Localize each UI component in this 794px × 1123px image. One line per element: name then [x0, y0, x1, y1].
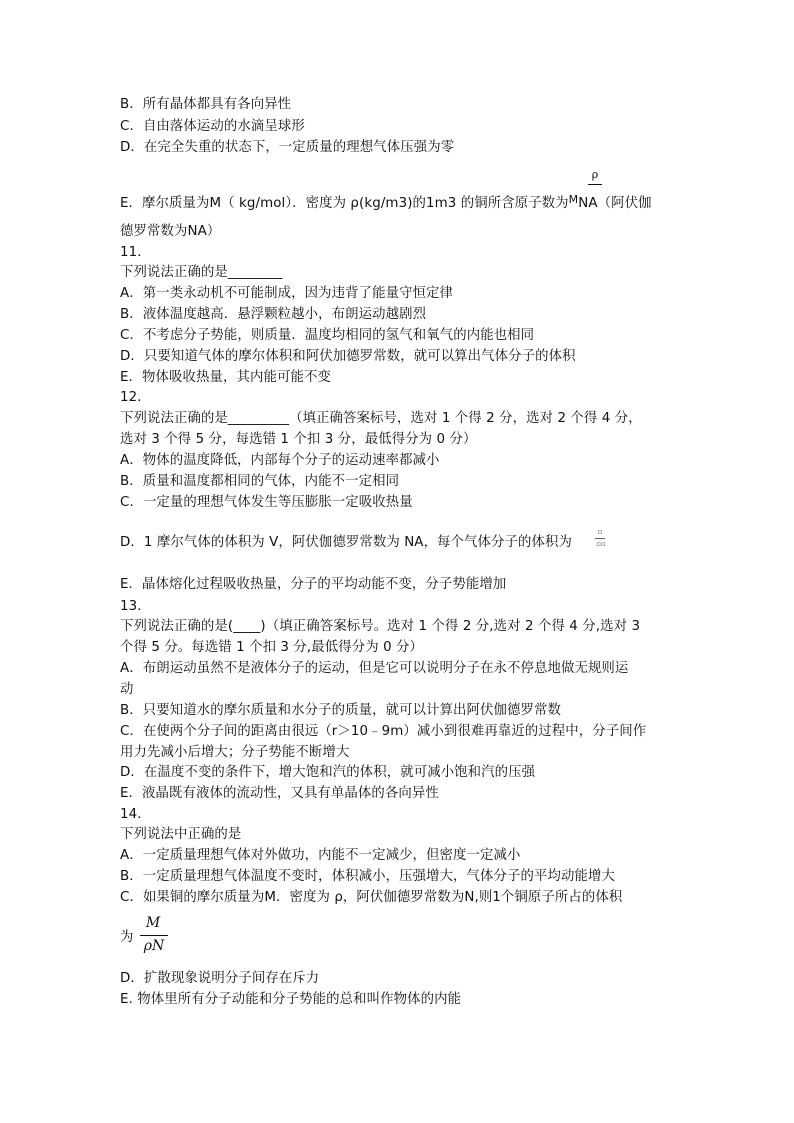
question-number-13: 13．: [120, 599, 151, 614]
fraction-denominator: ρN: [143, 938, 165, 954]
q12-option-a: A．物体的温度降低，内部每个分子的运动速率都减小: [120, 453, 440, 468]
q14-option-e: E. 物体里所有分子动能和分子势能的总和叫作物体的内能: [120, 992, 462, 1007]
question-number-14: 14．: [120, 807, 151, 822]
option-e-text: E．摩尔质量为M（ kg/mol）．密度为 ρ(kg/m3)的1m3 的铜所含原子数为: [120, 196, 569, 211]
q12-option-d: [120, 535, 572, 551]
question-12-stem: 下列说法正确的是_________（填正确答案标号，选对 1 个得 2 分，选对 2 个得 4 分，: [120, 411, 642, 426]
q13-option-d: D．在温度不变的条件下，增大饱和汽的体积，就可减小饱和汽的压强: [120, 765, 536, 780]
option-b-line: B．所有晶体都具有各向异性: [120, 97, 292, 112]
question-13-stem: 下列说法正确的是(____)（填正确答案标号。选对 1 个得 2 分,选对 2 个得 4 分,选对 3: [120, 619, 641, 634]
fraction-m-over-rho-n: [138, 915, 170, 957]
q12-option-c: C．一定量的理想气体发生等压膨胀一定吸收热量: [120, 495, 413, 510]
option-e-continued: 德罗常数为NA）: [120, 224, 221, 239]
q12-option-d-text: D．1 摩尔气体的体积为 V，阿伏伽德罗常数为 NA，每个气体分子的体积为: [120, 535, 572, 550]
q14-option-c-continued: 为: [120, 930, 134, 945]
q12-option-b: B．质量和温度都相同的气体，内能不一定相同: [120, 474, 400, 489]
fraction-denominator: ▫▫: [596, 540, 606, 548]
question-number-12: 12．: [120, 390, 151, 405]
fraction-bar: [588, 184, 602, 185]
fraction-rho-over-m: [586, 168, 604, 198]
option-e-line: [120, 193, 652, 212]
q13-option-b: B．只要知道水的摩尔质量和水分子的质量，就可以计算出阿伏伽德罗常数: [120, 703, 561, 718]
fraction-numerator: ▫: [597, 528, 603, 536]
question-13-stem-continued: 个得 5 分。每选错 1 个扣 3 分,最低得分为 0 分）: [120, 640, 424, 655]
question-14-stem: 下列说法中正确的是: [120, 827, 242, 842]
q11-option-b: B．液体温度越高．悬浮颗粒越小，布朗运动越剧烈: [120, 307, 427, 322]
q13-option-a: A．布朗运动虽然不是液体分子的运动，但是它可以说明分子在永不停息地做无规则运: [120, 661, 629, 676]
question-12-stem-continued: 选对 3 个得 5 分，每选错 1 个扣 3 分，最低得分为 0 分）: [120, 432, 477, 447]
q13-option-e: E．液晶既有液体的流动性，又具有单晶体的各向异性: [120, 786, 439, 801]
fraction-numerator: ρ: [591, 168, 599, 181]
q14-option-a: A．一定质量理想气体对外做功，内能不一定减少，但密度一定减小: [120, 848, 521, 863]
fraction-bar: [140, 935, 168, 936]
option-e-tail: NA（阿伏伽: [578, 196, 652, 211]
q13-option-c-continued: 用力先减小后增大；分子势能不断增大: [120, 745, 350, 760]
fraction-bar: [595, 538, 605, 539]
q14-option-c: C．如果铜的摩尔质量为M．密度为 ρ，阿伏伽德罗常数为N,则1个铜原子所占的体积: [120, 890, 623, 905]
fraction-denominator: M: [568, 193, 579, 206]
q11-option-c: C．不考虑分子势能，则质量．温度均相同的氢气和氧气的内能也相同: [120, 328, 535, 343]
q13-option-c: C．在使两个分子间的距离由很远（r＞10﹣9m）减小到很难再靠近的过程中，分子间作: [120, 724, 647, 739]
q11-option-d: D．只要知道气体的摩尔体积和阿伏加德罗常数，就可以算出气体分子的体积: [120, 349, 576, 364]
question-11-stem: 下列说法正确的是________: [120, 265, 283, 280]
q11-option-a: A．第一类永动机不可能制成，因为违背了能量守恒定律: [120, 286, 454, 301]
option-d-line: D．在完全失重的状态下，一定质量的理想气体压强为零: [120, 140, 455, 155]
q14-option-d: D．扩散现象说明分子间存在斥力: [120, 971, 320, 986]
q11-option-e: E．物体吸收热量，其内能可能不变: [120, 370, 331, 385]
q12-option-e: E．晶体熔化过程吸收热量，分子的平均动能不变，分子势能增加: [120, 577, 507, 592]
q13-option-a-continued: 动: [120, 682, 134, 697]
fraction-numerator: M: [145, 915, 161, 931]
question-number-11: 11．: [120, 245, 151, 260]
fraction-v-over-na: [594, 528, 608, 554]
q14-option-b: B．一定质量理想气体温度不变时，体积减小，压强增大，气体分子的平均动能增大: [120, 869, 615, 884]
option-c-line: C．自由落体运动的水滴呈球形: [120, 119, 305, 134]
